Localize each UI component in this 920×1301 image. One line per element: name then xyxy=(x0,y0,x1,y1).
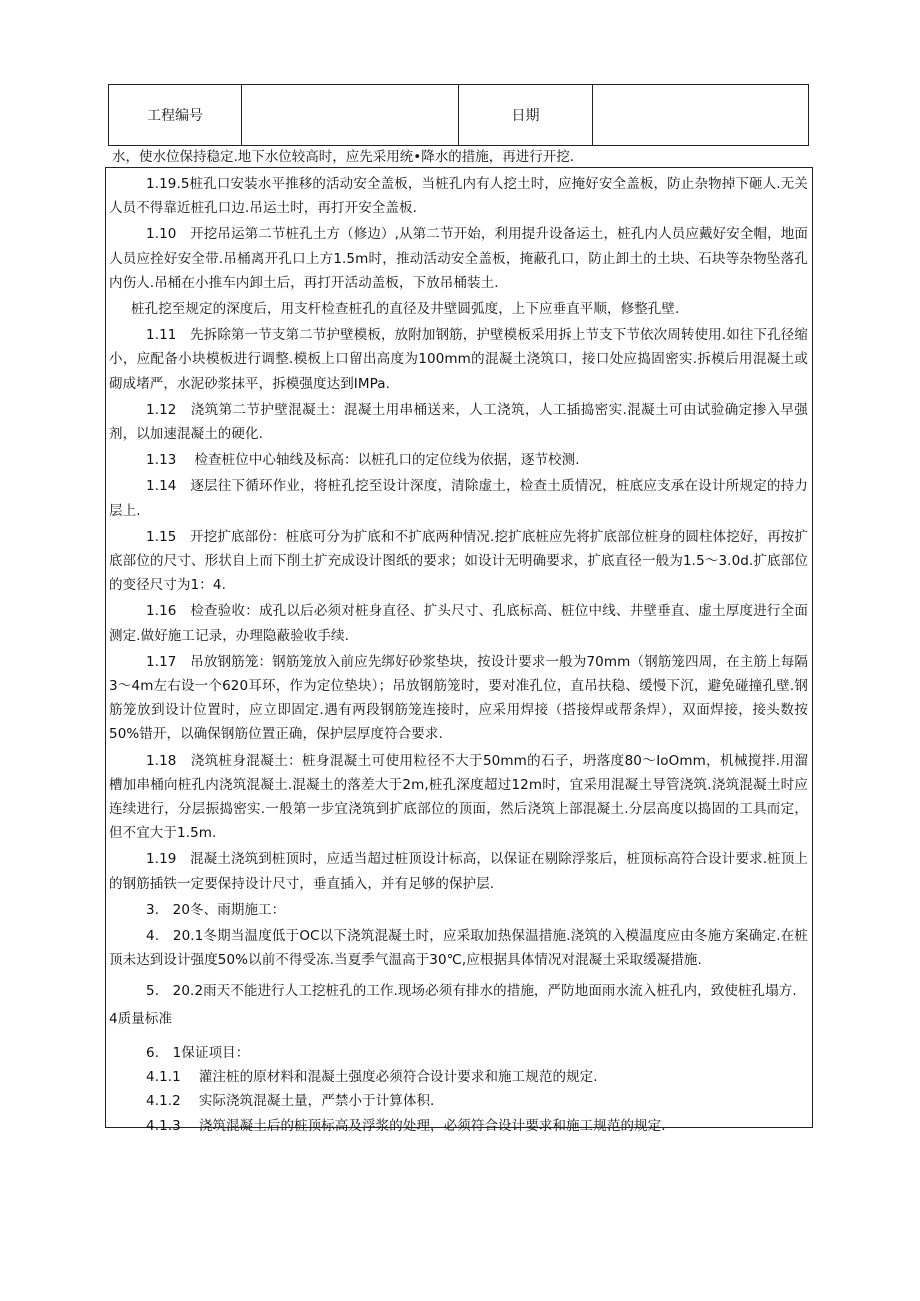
paragraph-1-19-5: 1.19.5桩孔口安装水平推移的活动安全盖板，当桩孔内有人挖土时，应掩好安全盖板，防止杂物掉下砸人.无关人员不得靠近桩孔口边.吊运土时，再打开安全盖板. xyxy=(109,176,808,217)
paragraph-winter-rain-heading: 3. 20冬、雨期施工： xyxy=(146,901,286,918)
quality-item-4-1-3: 4.1.3 浇筑混凝土后的桩顶标高及浮浆的处理，必须符合设计要求和施工规范的规定. xyxy=(146,1117,666,1134)
paragraph-1-17: 1.17 吊放钢筋笼：钢筋笼放入前应先绑好砂浆垫块，按设计要求一般为70mm（钢筋笼四周，在主筋上每隔3～4m左右设一个620耳环，作为定位垫块）；吊放钢筋笼时，要对准孔位，直吊扶稳、缓慢下沉，避免碰撞孔壁.钢筋笼放到设计位置时，应立即固定.遇有两段钢筋笼连接时，应采用焊接（搭接焊或帮条焊），双面焊接，接头数按50%错开，以确保钢筋位置正确，保护层厚度符合要求. xyxy=(109,653,808,743)
project-no-value[interactable] xyxy=(242,85,459,146)
paragraph-20-2: 5. 20.2雨天不能进行人工挖桩孔的工作.现场必须有排水的措施，严防地面雨水流入桩孔内，致使桩孔塌方. xyxy=(146,982,797,999)
continued-text-line: 水，使水位保持稳定.地下水位较高时，应先采用统•降水的措施，再进行开挖. xyxy=(112,149,575,165)
paragraph-1-12: 1.12 浇筑第二节护壁混凝土：混凝土用串桶送来，人工浇筑，人工插捣密实.混凝土可由试验确定掺入早强剂，以加速混凝土的硬化. xyxy=(109,401,808,443)
paragraph-1-18: 1.18 浇筑桩身混凝土：桩身混凝土可使用粒径不大于50mm的石子，坍落度80～IoOmm，机械搅拌.用溜槽加串桶向桩孔内浇筑混凝土.混凝土的落差大于2m,桩孔深度超过12m时，宜采用混凝土导管浇筑.浇筑混凝土时应连续进行，分层振捣密实.一般第一步宜浇筑到扩底部位的顶面，然后浇筑上部混凝土.分层高度以捣固的工具而定，但不宜大于1.5m. xyxy=(109,752,808,842)
header-table xyxy=(108,84,809,146)
paragraph-1-13: 1.13 检查桩位中心轴线及标高：以桩孔口的定位线为依据，逐节校测. xyxy=(146,452,580,469)
date-label: 日期 xyxy=(459,85,592,146)
paragraph-1-10: 1.10 开挖吊运第二节桩孔土方（修边）,从第二节开始，利用提升设备运土，桩孔内人员应戴好安全帽，地面人员应拴好安全带.吊桶离开孔口上方1.5m时，推动活动安全盖板，掩蔽孔口，防止卸土的土块、石块等杂物坠落孔内伤人.吊桶在小推车内卸土后，再打开活动盖板，下放吊桶装土. xyxy=(109,226,808,291)
paragraph-1-15: 1.15 开挖扩底部份：桩底可分为扩底和不扩底两种情况.挖扩底桩应先将扩底部位桩身的圆柱体挖好，再按扩底部位的尺寸、形状自上而下削土扩充成设计图纸的要求；如设计无明确要求，扩底直径一般为1.5～3.0d.扩底部位的变径尺寸为1：4. xyxy=(109,528,808,594)
quality-item-4-1-2: 4.1.2 实际浇筑混凝土量，严禁小于计算体积. xyxy=(146,1093,435,1110)
paragraph-20-1: 4. 20.1冬期当温度低于OC以下浇筑混凝土时，应采取加热保温措施.浇筑的入模温度应由冬施方案确定.在桩顶未达到设计强度50%以前不得受冻.当夏季气温高于30℃,应根据具体情况对混凝土采取缓凝措施. xyxy=(109,928,808,969)
paragraph-1-11: 1.11 先拆除第一节支第二节护壁模板，放附加钢筋，护壁模板采用拆上节支下节依次周转使用.如往下孔径缩小，应配备小块模板进行调整.模板上口留出高度为100mm的混凝土浇筑口，接口处应捣固密实.拆模后用混凝土或砌成堵严，水泥砂浆抹平，拆模强度达到IMPa. xyxy=(109,327,808,392)
paragraph-pit-check: 桩孔挖至规定的深度后，用支杆检查桩孔的直径及井壁圆弧度，上下应垂直平顺，修整孔壁. xyxy=(131,301,680,318)
content-box xyxy=(105,167,813,1134)
paragraph-1-19: 1.19 混凝土浇筑到桩顶时，应适当超过桩顶设计标高，以保证在剔除浮浆后，桩顶标高符合设计要求.桩顶上的钢筋插铁一定要保持设计尺寸，垂直插入，并有足够的保护层. xyxy=(109,851,808,892)
quality-item-4-1-1: 4.1.1 灌注桩的原材料和混凝土强度必须符合设计要求和施工规范的规定. xyxy=(146,1069,598,1086)
project-no-label: 工程编号 xyxy=(109,85,242,146)
quality-item-guarantee: 6. 1保证项目： xyxy=(146,1044,250,1061)
date-value[interactable] xyxy=(592,85,808,146)
section-title-quality: 4质量标准 xyxy=(109,1010,173,1027)
content-body xyxy=(106,172,812,1138)
paragraph-1-16: 1.16 检查验收：成孔以后必须对桩身直径、扩头尺寸、孔底标高、桩位中线、井壁垂直、虚土厚度进行全面测定.做好施工记录，办理隐蔽验收手续. xyxy=(109,603,808,644)
paragraph-1-14: 1.14 逐层往下循环作业，将桩孔挖至设计深度，清除虚土，检查土质情况，桩底应支承在设计所规定的持力层上. xyxy=(109,478,808,519)
